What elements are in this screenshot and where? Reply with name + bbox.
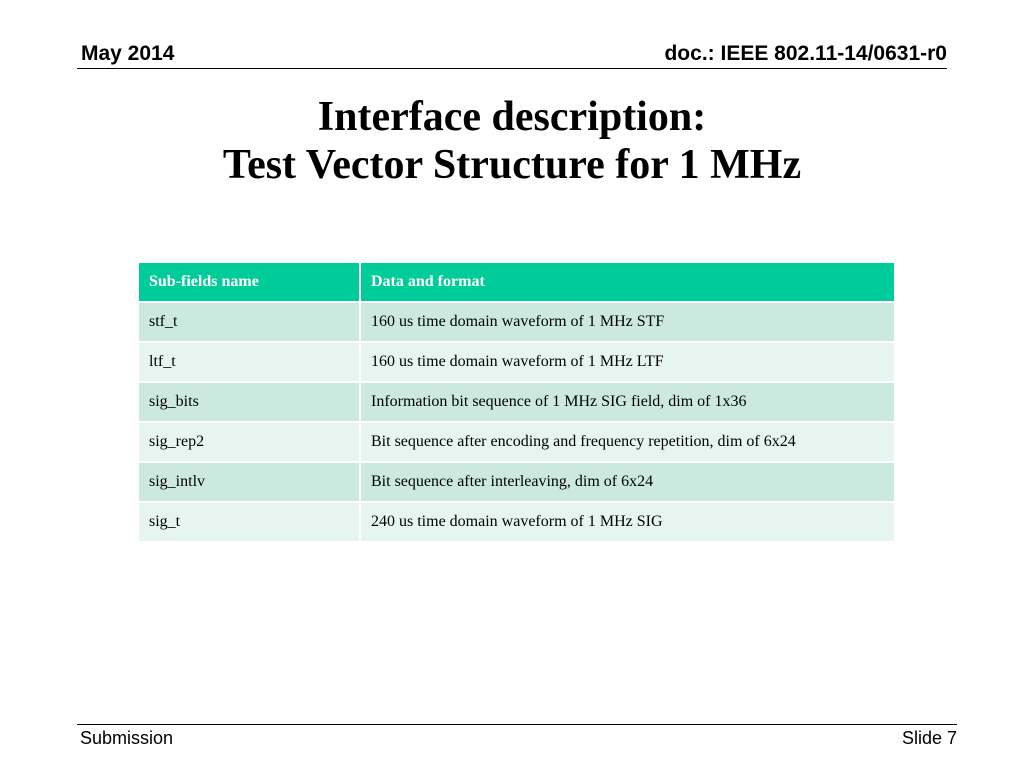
cell-data-format: 160 us time domain waveform of 1 MHz STF [360, 302, 895, 342]
table-row [138, 382, 895, 422]
cell-subfield-name: stf_t [138, 302, 360, 342]
slide-title [0, 93, 1024, 189]
header-divider [77, 68, 947, 69]
cell-subfield-name: sig_intlv [138, 462, 360, 502]
title-line-2: Test Vector Structure for 1 MHz [222, 142, 802, 188]
cell-data-format: Bit sequence after interleaving, dim of 6x24 [360, 462, 895, 502]
cell-data-format: Information bit sequence of 1 MHz SIG field, dim of 1x36 [360, 382, 895, 422]
cell-subfield-name: ltf_t [138, 342, 360, 382]
footer-slide-number: Slide 7 [901, 728, 957, 748]
cell-subfield-name: sig_rep2 [138, 422, 360, 462]
cell-subfield-name: sig_t [138, 502, 360, 542]
cell-data-format: Bit sequence after encoding and frequency repetition, dim of 6x24 [360, 422, 895, 462]
footer-divider [77, 724, 957, 725]
column-header-data-format: Data and format [360, 262, 895, 302]
table-row [138, 502, 895, 542]
table-header-row [138, 262, 895, 302]
cell-data-format: 240 us time domain waveform of 1 MHz SIG [360, 502, 895, 542]
header-doc-id: doc.: IEEE 802.11-14/0631-r0 [664, 42, 947, 65]
footer-submission: Submission [80, 728, 174, 748]
table-row [138, 342, 895, 382]
cell-data-format: 160 us time domain waveform of 1 MHz LTF [360, 342, 895, 382]
table-row [138, 302, 895, 342]
header-date: May 2014 [81, 42, 175, 65]
subfields-table [137, 261, 896, 543]
title-line-1: Interface description: [317, 94, 707, 140]
table-row [138, 462, 895, 502]
cell-subfield-name: sig_bits [138, 382, 360, 422]
table-row [138, 422, 895, 462]
column-header-subfield-name: Sub-fields name [138, 262, 360, 302]
